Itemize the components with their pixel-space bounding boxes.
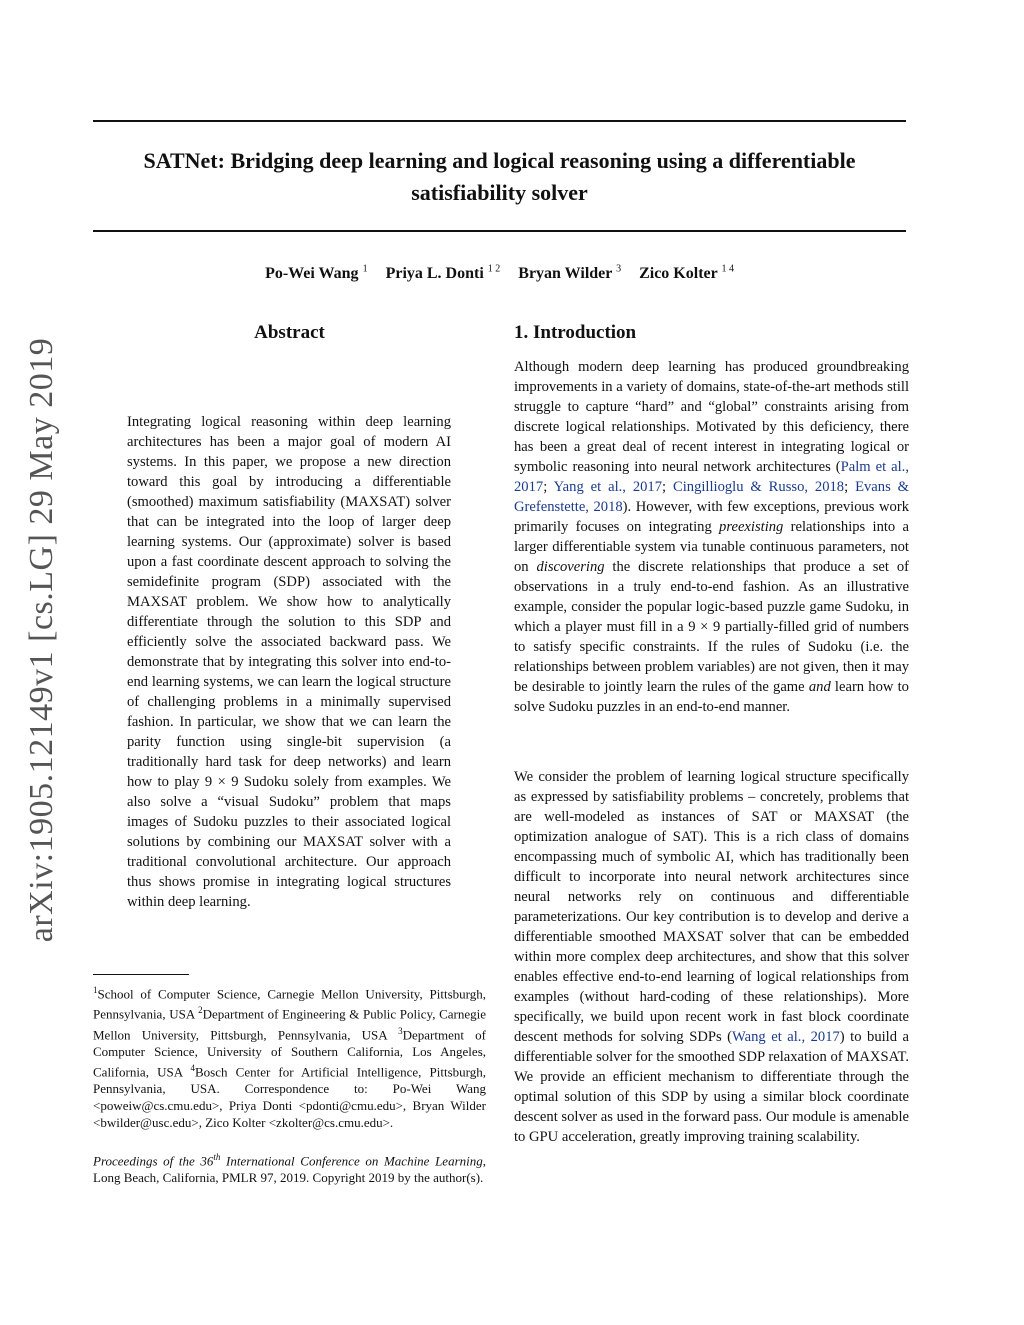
arxiv-stamp: arXiv:1905.12149v1 [cs.LG] 29 May 2019: [23, 337, 60, 943]
author-list: [93, 264, 906, 283]
footnote-rule: [93, 974, 189, 975]
citation-link[interactable]: Evans & Grefenstette, 2018: [514, 479, 909, 515]
citation-link[interactable]: Wang et al., 2017: [732, 1029, 840, 1045]
introduction-paragraph: We consider the problem of learning logical structure specifically as expressed by satisfiability problems – concretely, problems that are well-modeled as instances of SAT or MAXSAT (the optimization analogue of SAT). This is a rich class of domains encompassing much of symbolic AI, which has traditionally been difficult to incorporate into neural network architectures since neural networks rely on continuous and differentiable parameterizations. Our key contribution is to develop and derive a differentiable smoothed MAXSAT solver that can be embedded within more complex deep architectures, and show that this solver enables effective end-to-end learning of logical relationships from examples (without hard-coding of these relationships). More specifically, we build upon recent work in fast block coordinate descent methods for solving SDPs (Wang et al., 2017) to build a differentiable solver for the smoothed SDP relaxation of MAXSAT. We provide an efficient mechanism to differentiate through the optimal solution of this SDP by using a similar block coordinate descent solver as used in the forward pass. Our module is amenable to GPU acceleration, greatly improving training scalability.: [514, 769, 910, 1145]
author: Bryan Wilder $^3$: [518, 264, 622, 283]
author: Priya L. Donti $^{1 2}$: [385, 264, 501, 283]
citation-link[interactable]: Yang et al., 2017: [553, 479, 663, 495]
title-rule-bottom: [93, 230, 906, 232]
abstract-text: Integrating logical reasoning within deep learning architectures has been a major goal of modern AI systems. In this paper, we propose a new direction toward this goal by introducing a differentiable (smoothed) maximum satisfiability (MAXSAT) solver that can be integrated into the loop of larger deep learning systems. Our (approximate) solver is based upon a fast coordinate descent approach to solving the semidefinite program (SDP) associated with the MAXSAT problem. We show how to analytically differentiate through the solution to this SDP and efficiently solve the associated backward pass. We demonstrate that by integrating this solver into end-to-end learning systems, we can learn the logical structure of challenging problems in a minimally supervised fashion. In particular, we show that we can learn the parity function using single-bit supervision (a traditionally hard task for deep networks) and learn how to play 9 × 9 Sudoku solely from examples. We also solve a “visual Sudoku” problem that maps images of Sudoku puzzles to their associated logical solutions by combining our MAXSAT solver with a traditional convolutional architecture. Our approach thus shows promise in integrating logical structures within deep learning.: [127, 413, 451, 910]
author: Po-Wei Wang $^1$: [265, 264, 368, 283]
citation-link[interactable]: Palm et al., 2017: [514, 459, 909, 495]
introduction-heading: 1. Introduction: [514, 322, 637, 343]
introduction-paragraph: Although modern deep learning has produced groundbreaking improvements in a variety of domains, state-of-the-art methods still struggle to capture “hard” and “global” constraints arising from discrete logical relationships. Motivated by this deficiency, there has been a great deal of recent interest in integrating logical or symbolic reasoning into neural network architectures (Palm et al., 2017; Yang et al., 2017; Cingillioglu & Russo, 2018; Evans & Grefenstette, 2018). However, with few exceptions, previous work primarily focuses on integrating preexisting relationships into a larger differentiable system via tunable continuous parameters, not on discovering the discrete relationships that produce a set of observations in a truly end-to-end fashion. As an illustrative example, consider the popular logic-based puzzle game Sudoku, in which a player must fill in a 9 × 9 partially-filled grid of numbers to satisfy specific constraints. If the rules of Sudoku (i.e. the relationships between problem variables) are not given, then it may be desirable to jointly learn the rules of the game and learn how to solve Sudoku puzzles in an end-to-end manner.: [514, 359, 909, 715]
citation-link[interactable]: Cingillioglu & Russo, 2018: [672, 479, 845, 495]
author: Zico Kolter $^{1 4}$: [639, 264, 734, 283]
title-rule-top: [93, 120, 906, 122]
affiliations-footnote: $^1$School of Computer Science, Carnegie Mellon University, Pittsburgh, Pennsylvania, USA $^2$Department of Engineering & Public Policy, Carnegie Mellon University, Pittsburgh, Pennsylvania, USA $^3$Department of Computer Science, University of Southern California, Los Angeles, California, USA $^4$Bosch Center for Artificial Intelligence, Pittsburgh, Pennsylvania, USA. Correspondence to: Po-Wei Wang <poweiw@cs.cmu.edu>, Priya Donti <pdonti@cmu.edu>, Bryan Wilder <bwilder@usc.edu>, Zico Kolter <zkolter@cs.cmu.edu>.: [93, 985, 486, 1131]
proceedings-note: Proceedings of the 36th International Conference on Machine Learning, Long Beach, California, PMLR 97, 2019. Copyright 2019 by the author(s).: [93, 1152, 486, 1186]
abstract-heading: Abstract: [254, 322, 325, 343]
paper-title: SATNet: Bridging deep learning and logical reasoning using a differentiable satisfiability solver: [143, 148, 856, 205]
